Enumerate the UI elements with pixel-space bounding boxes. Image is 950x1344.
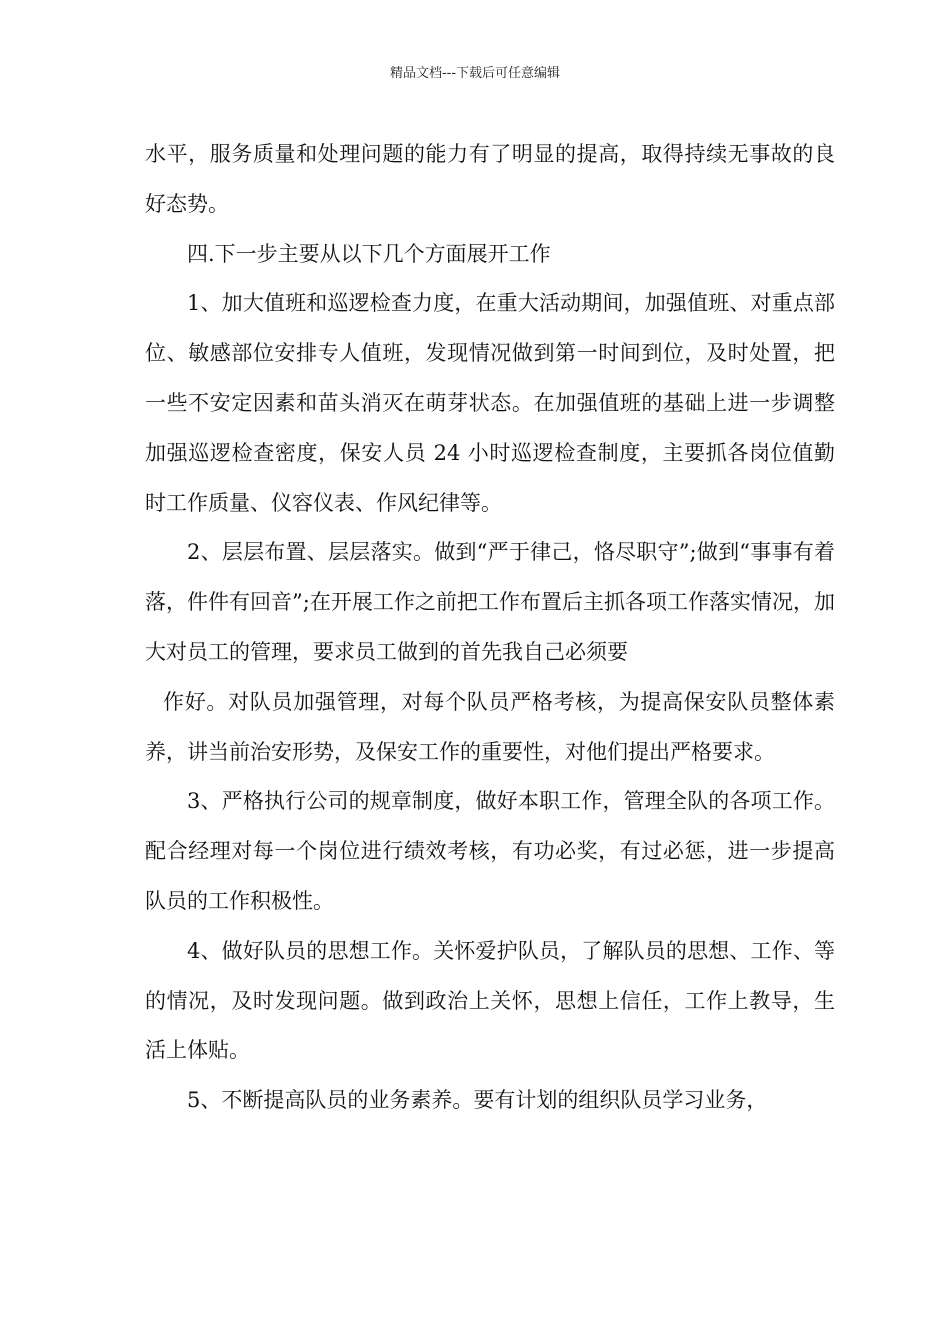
paragraph-item-2-continuation: 作好。对队员加强管理，对每个队员严格考核，为提高保安队员整体素养，讲当前治安形势，及保安工作的重要性，对他们提出严格要求。 [145, 689, 835, 764]
paragraph-item-1: 1、加大值班和巡逻检查力度，在重大活动期间，加强值班、对重点部位、敏感部位安排专人值班，发现情况做到第一时间到位，及时处置，把一些不安定因素和苗头消灭在萌芽状态。在加强值班的基础上进一步调整加强巡逻检查密度，保安人员 24 小时巡逻检查制度，主要抓各岗位值勤时工作质量、仪容仪表、作风纪律等。 [145, 291, 835, 515]
document-body [145, 130, 835, 1126]
paragraph-item-3: 3、严格执行公司的规章制度，做好本职工作，管理全队的各项工作。配合经理对每一个岗位进行绩效考核，有功必奖，有过必惩，进一步提高队员的工作积极性。 [145, 789, 835, 913]
paragraph-item-2: 2、层层布置、层层落实。做到“严于律己，恪尽职守”;做到“事事有着落，件件有回音”;在开展工作之前把工作布置后主抓各项工作落实情况，加大对员工的管理，要求员工做到的首先我自己必须要 [145, 540, 835, 664]
page-header: 精品文档---下载后可任意编辑 [389, 66, 561, 81]
paragraph-item-5: 5、不断提高队员的业务素养。要有计划的组织队员学习业务， [187, 1088, 768, 1113]
paragraph-continuation: 水平，服务质量和处理问题的能力有了明显的提高，取得持续无事故的良好态势。 [145, 142, 835, 216]
section-heading: 四.下一步主要从以下几个方面展开工作 [187, 241, 551, 266]
paragraph-item-4: 4、做好队员的思想工作。关怀爱护队员，了解队员的思想、工作、等的情况，及时发现问题。做到政治上关怀，思想上信任，工作上教导，生活上体贴。 [145, 938, 835, 1063]
